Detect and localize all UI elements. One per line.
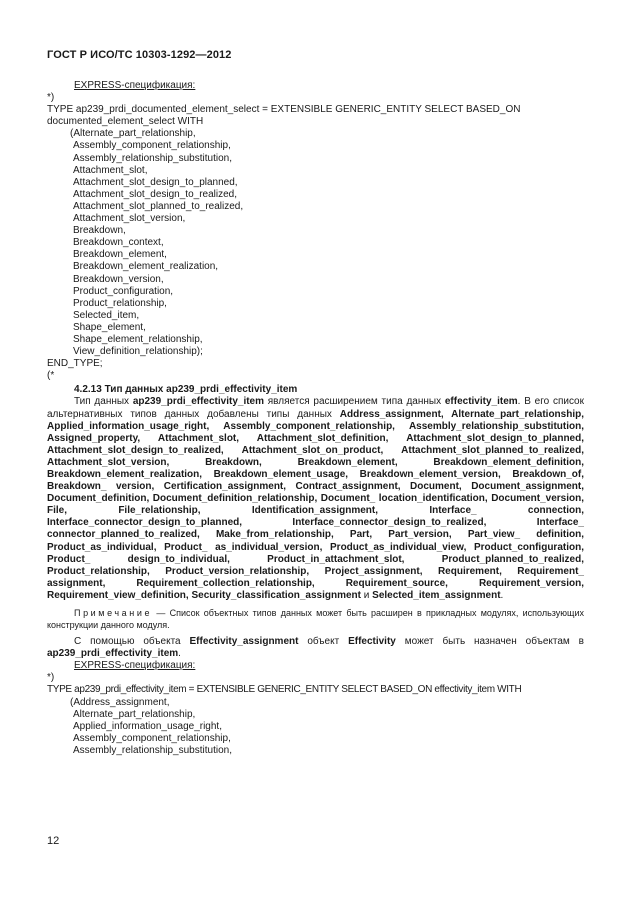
paragraph-text: и (361, 589, 373, 601)
type-declaration-line: TYPE ap239_prdi_documented_element_select = EXTENSIBLE GENERIC_ENTITY SELECT BASED_ON (47, 104, 521, 116)
express-spec-label: EXPRESS-спецификация: (74, 80, 196, 91)
select-list-item: Breakdown, (73, 225, 126, 237)
paragraph-text: . В его список альтернативных типов данных добавлены типы данных (47, 396, 584, 420)
select-list-item: Attachment_slot_version, (73, 213, 186, 225)
note-paragraph (47, 608, 584, 631)
note-label: Примечание (74, 608, 153, 619)
type-declaration (47, 104, 584, 116)
assignment-paragraph (47, 636, 584, 660)
section-paragraph (47, 396, 584, 602)
select-list-item: Assembly_component_relationship, (73, 732, 231, 744)
paragraph-bold: Selected_item_assignment (372, 589, 501, 601)
select-list-item: Breakdown_context, (73, 237, 164, 249)
select-list-item: Assembly_component_relationship, (73, 140, 231, 152)
paragraph-text: С помощью объекта (74, 636, 190, 648)
select-list-item: Attachment_slot_design_to_realized, (73, 188, 237, 200)
section-title: 4.2.13 Тип данных ap239_prdi_effectivity_item (74, 384, 298, 396)
select-list-item: Attachment_slot, (73, 164, 148, 176)
paragraph-bold: ap239_prdi_effectivity_item (132, 396, 264, 408)
paragraph-text: . (178, 648, 181, 660)
paragraph-text: Тип данных (74, 396, 133, 408)
comment-close: *) (47, 672, 55, 684)
select-list-item: Selected_item, (73, 309, 140, 321)
select-list-item: Alternate_part_relationship, (73, 708, 196, 720)
paragraph-bold: Effectivity (348, 636, 396, 648)
type-declaration-line: documented_element_select WITH (47, 116, 204, 128)
end-type: END_TYPE; (47, 358, 103, 370)
select-list-item: View_definition_relationship); (73, 346, 203, 358)
page-number: 12 (47, 835, 60, 847)
select-list-item: Shape_element_relationship, (73, 333, 203, 345)
paragraph-text: может быть назначен объектам в (395, 636, 584, 648)
select-list-item: Applied_information_usage_right, (73, 720, 222, 732)
type-declaration-line: TYPE ap239_prdi_effectivity_item = EXTENSIBLE GENERIC_ENTITY SELECT BASED_ON effectivity_item WITH (47, 684, 522, 696)
paragraph-bold: Effectivity_assignment (189, 636, 299, 648)
select-list-item: Assembly_relationship_substitution, (73, 744, 232, 756)
select-list-item: Breakdown_element, (73, 249, 167, 261)
express-spec-label: EXPRESS-спецификация: (74, 660, 196, 672)
comment-open: (* (47, 370, 55, 382)
paragraph-text: . (500, 589, 504, 601)
select-list-item: (Address_assignment, (70, 696, 170, 708)
comment-close: *) (47, 92, 55, 104)
select-list-item: Product_relationship, (73, 297, 167, 309)
select-list-item: Shape_element, (73, 321, 146, 333)
select-list-item: Breakdown_element_realization, (73, 261, 219, 273)
paragraph-bold: effectivity_item (444, 396, 518, 408)
paragraph-bold: ap239_prdi_effectivity_item (47, 648, 179, 660)
paragraph-bold-list: Address_assignment, Alternate_part_relationship, Applied_information_usage_right, Assembly_component_relationship, Assembly_relationship_substitution, Assigned_property, Attachment_slot, Attachment_slot_definition, Attachment_slot_design_to_planned, Attachment_slot_design_to_realized, Attachment_slot_on_product, Attachment_slot_planned_to_realized, Attachment_slot_version, Breakdown, Breakdown_element, Breakdown_element_definition, Breakdown_element_realization, Breakdown_element_usage, Breakdown_element_version, Breakdown_of, Breakdown_ version, Certification_assignment, Contract_assignment, Document, Document_assignment, Document_definition, Document_definition_relationship, Document_ location_identification, Document_version, File, File_relationship, Identification_assignment, Interface_ connection, Interface_connector_design_to_planned, Interface_connector_design_to_realized, Interface_ connector_planned_to_realized, Make_from_relationship, Part, Part_version, Part_view_ definition, Product_as_individual, Product_ as_individual_version, Product_as_individual_view, Product_configuration, Product_ design_to_individual, Product_in_attachment_slot, Product_planned_to_realized, Product_relationship, Product_version_relationship, Project_assignment, Requirement, Requirement_ assignment, Requirement_collection_relationship, Requirement_source, Requirement_version, Requirement_view_definition, Security_classification_assignment (47, 408, 584, 601)
select-list-item: Assembly_relationship_substitution, (73, 152, 232, 164)
select-list-item: Product_configuration, (73, 285, 174, 297)
note-text: — Список объектных типов данных может быть расширен в прикладных модулях, использующих конструкции данного модуля. (47, 608, 584, 630)
select-list-item: (Alternate_part_relationship, (70, 128, 196, 140)
page-content (47, 80, 584, 757)
page-header: ГОСТ Р ИСО/ТС 10303-1292—2012 (47, 49, 232, 61)
select-list-item: Attachment_slot_design_to_planned, (73, 176, 238, 188)
select-list-item: Breakdown_version, (73, 273, 164, 285)
paragraph-text: объект (298, 636, 349, 648)
paragraph-text: является расширением типа данных (264, 396, 445, 408)
select-list-item: Attachment_slot_planned_to_realized, (73, 200, 244, 212)
